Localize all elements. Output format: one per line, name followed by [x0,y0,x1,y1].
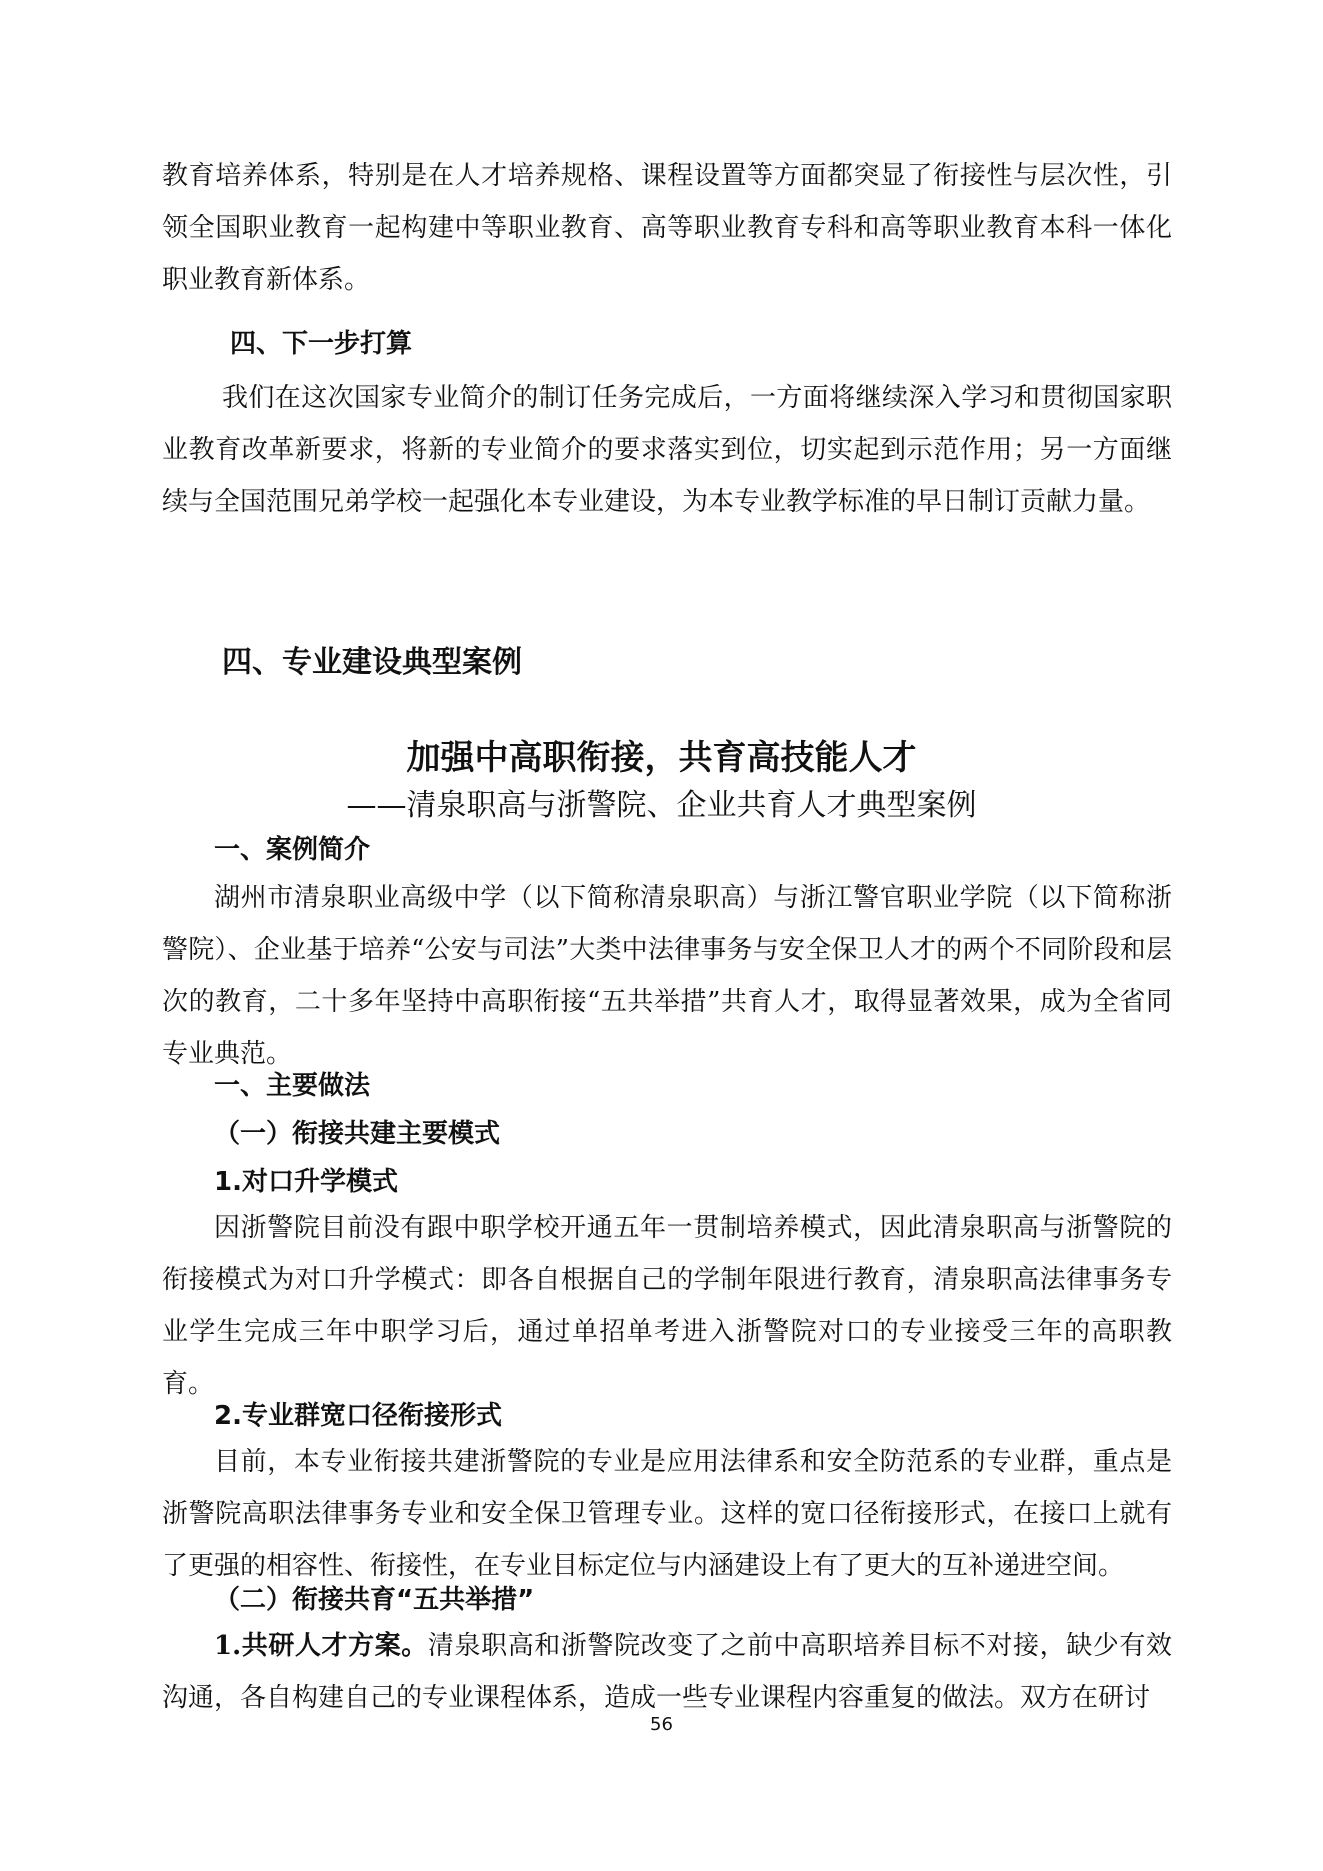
measure-body: 清泉职高和浙警院改变了之前中高职培养目标不对接，缺少有效沟通，各自构建自己的专业课程体系，造成一些专业课程内容重复的做法。双方在研讨 [162,1631,1172,1713]
paragraph-five-measures [162,1620,1172,1724]
heading-admission-mode: 1.对口升学模式 [214,1167,398,1197]
heading-next-steps: 四、下一步打算 [230,329,413,359]
paragraph-next-steps: 我们在这次国家专业简介的制订任务完成后，一方面将继续深入学习和贯彻国家职业教育改革新要求，将新的专业简介的要求落实到位，切实起到示范作用；另一方面继续与全国范围兄弟学校一起强化本专业建设，为本专业教学标准的早日制订贡献力量。 [162,383,1172,517]
measure-lead: 1.共研人才方案。 [214,1631,428,1661]
heading-main-practices: 一、主要做法 [214,1071,371,1101]
page-number: 56 [650,1714,673,1735]
heading-broad-caliber: 2.专业群宽口径衔接形式 [214,1401,502,1431]
heading-joint-building-modes: （一）衔接共建主要模式 [214,1119,501,1149]
paragraph-system: 教育培养体系，特别是在人才培养规格、课程设置等方面都突显了衔接性与层次性，引领全国职业教育一起构建中等职业教育、高等职业教育专科和高等职业教育本科一体化职业教育新体系。 [162,161,1172,295]
case-subtitle: ——清泉职高与浙警院、企业共育人才典型案例 [346,788,977,823]
paragraph-broad-caliber: 目前，本专业衔接共建浙警院的专业是应用法律系和安全防范系的专业群，重点是浙警院高职法律事务专业和安全保卫管理专业。这样的宽口径衔接形式，在接口上就有了更强的相容性、衔接性，在专业目标定位与内涵建设上有了更大的互补递进空间。 [162,1447,1172,1581]
case-title: 加强中高职衔接，共育高技能人才 [406,738,917,778]
paragraph-case-intro: 湖州市清泉职业高级中学（以下简称清泉职高）与浙江警官职业学院（以下简称浙警院）、企业基于培养“公安与司法”大类中法律事务与安全保卫人才的两个不同阶段和层次的教育，二十多年坚持中高职衔接“五共举措”共育人才，取得显著效果，成为全省同专业典范。 [162,883,1172,1069]
heading-case-intro: 一、案例简介 [214,835,371,865]
heading-five-measures: （二）衔接共育“五共举措” [214,1585,535,1615]
section-heading: 四、专业建设典型案例 [222,645,522,680]
paragraph-admission-mode: 因浙警院目前没有跟中职学校开通五年一贯制培养模式，因此清泉职高与浙警院的衔接模式为对口升学模式：即各自根据自己的学制年限进行教育，清泉职高法律事务专业学生完成三年中职学习后，通过单招单考进入浙警院对口的专业接受三年的高职教育。 [162,1213,1172,1399]
